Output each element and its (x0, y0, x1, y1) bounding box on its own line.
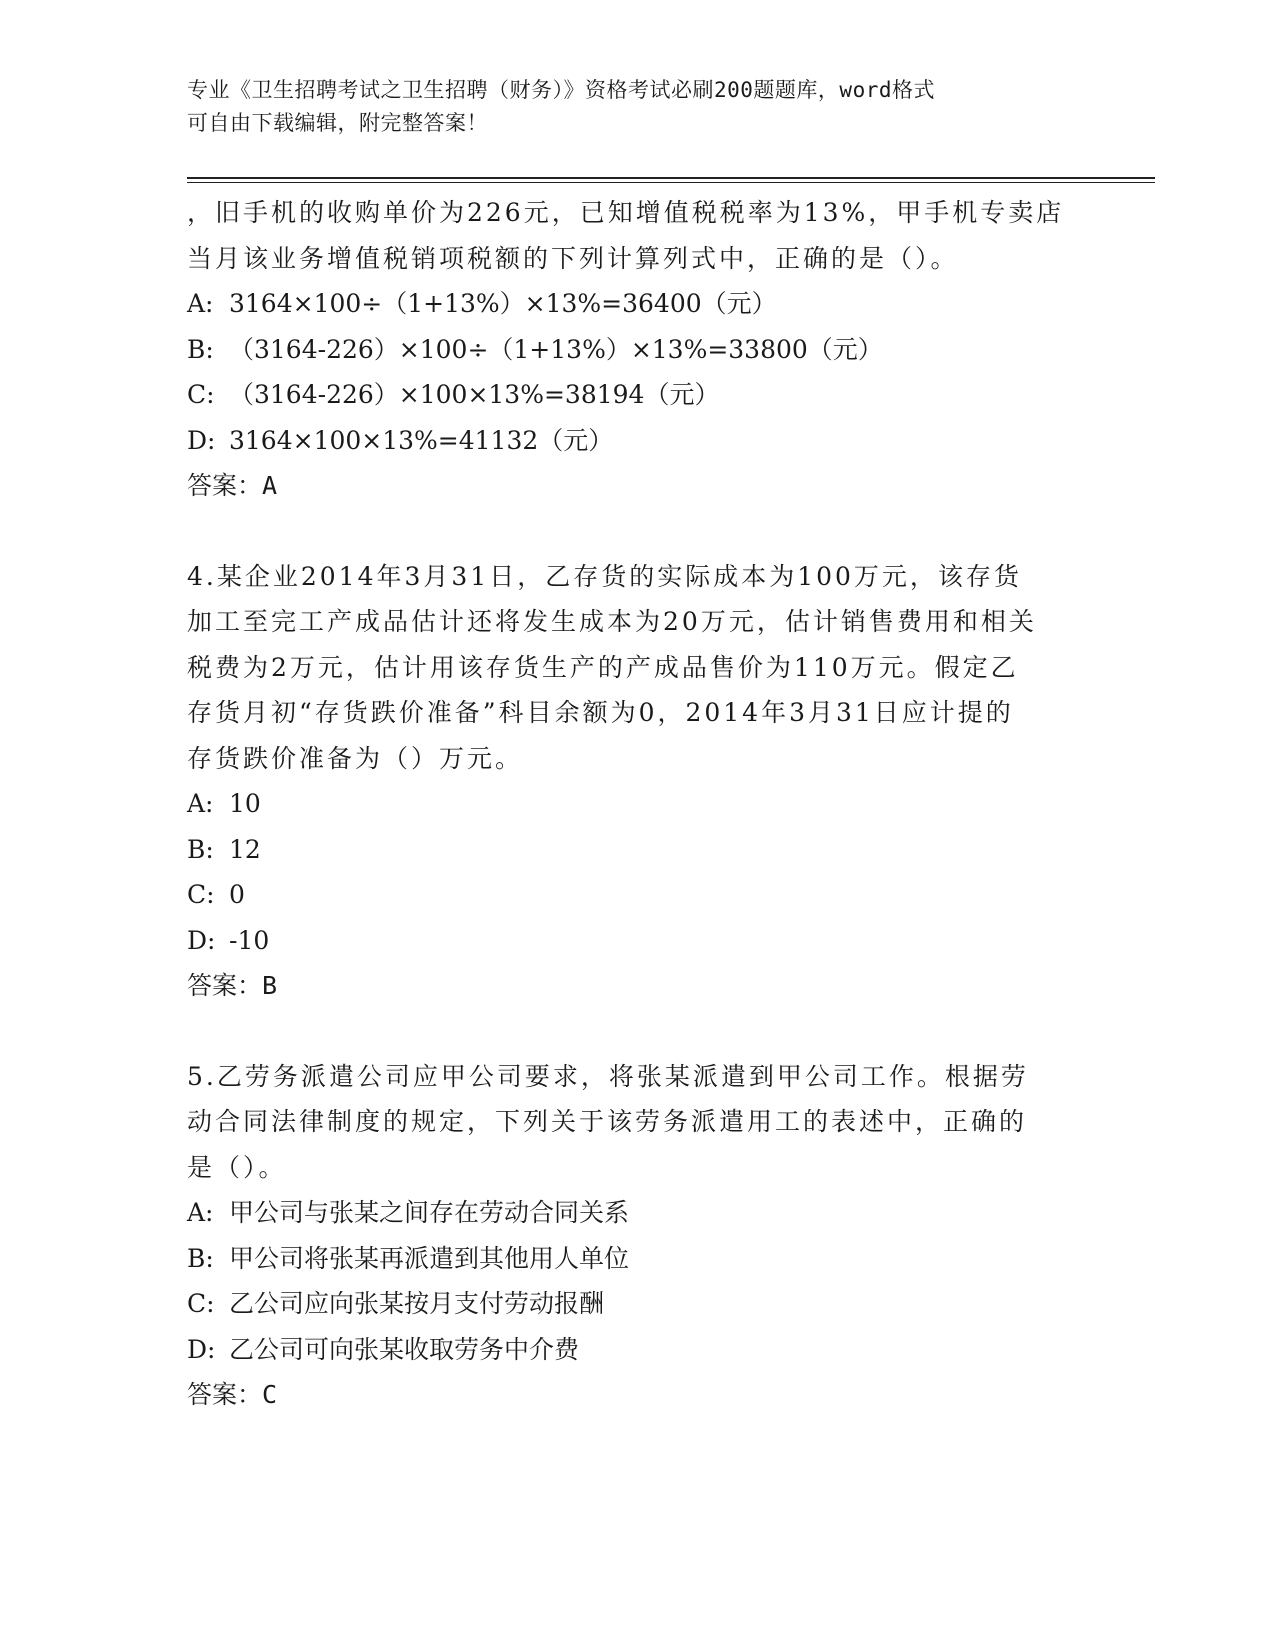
option-letter: D: (187, 1334, 216, 1364)
option-letter: C: (187, 380, 215, 409)
header-line-1: 专业《卫生招聘考试之卫生招聘（财务）》资格考试必刷200题题库，word格式 (187, 78, 935, 102)
option-letter: B: (187, 834, 214, 864)
document-header (187, 74, 1087, 140)
option-letter: B: (187, 334, 214, 364)
answer-line: 答案：A (187, 471, 278, 500)
header-divider-thin (187, 182, 1155, 183)
header-divider-thick (187, 177, 1155, 179)
option-b (187, 1236, 1087, 1282)
option-b (187, 827, 1087, 873)
spacer (187, 509, 1087, 554)
option-c (187, 372, 1087, 418)
question-stem-line: 4.某企业2014年3月31日，乙存货的实际成本为100万元，该存货 (187, 561, 1022, 591)
option-c (187, 872, 1087, 918)
option-text: （3164-226）×100÷（1+13%）×13%=33800（元） (229, 334, 883, 364)
option-a (187, 1190, 1087, 1236)
question-stem-line: 加工至完工产成品估计还将发生成本为20万元，估计销售费用和相关 (187, 607, 1037, 636)
option-letter: C: (187, 1289, 215, 1318)
option-b (187, 327, 1087, 373)
question-stem-line: 动合同法律制度的规定，下列关于该劳务派遣用工的表述中，正确的 (187, 1107, 1028, 1136)
option-d (187, 418, 1087, 464)
option-text: 0 (229, 880, 245, 909)
answer-line: 答案：C (187, 1380, 278, 1409)
question-stem-line: 存货月初“存货跌价准备”科目余额为0，2014年3月31日应计提的 (187, 698, 1014, 727)
question-stem-line: 5.乙劳务派遣公司应甲公司要求，将张某派遣到甲公司工作。根据劳 (187, 1061, 1029, 1091)
option-a (187, 781, 1087, 827)
option-text: 甲公司与张某之间存在劳动合同关系 (229, 1198, 630, 1227)
header-line-2: 可自由下载编辑，附完整答案！ (187, 111, 488, 135)
option-letter: D: (187, 425, 216, 455)
option-text: （3164-226）×100×13%=38194（元） (229, 380, 720, 409)
spacer (187, 1009, 1087, 1054)
option-letter: A: (187, 789, 214, 818)
option-letter: B: (187, 1243, 214, 1273)
option-text: 乙公司应向张某按月支付劳动报酬 (229, 1289, 605, 1318)
question-3 (187, 190, 1087, 509)
question-stem-line: 是（）。 (187, 1152, 287, 1182)
option-text: 甲公司将张某再派遣到其他用人单位 (229, 1243, 630, 1273)
question-4 (187, 554, 1087, 1009)
option-letter: D: (187, 925, 216, 955)
question-stem-line: ，旧手机的收购单价为226元，已知增值税税率为13%，甲手机专卖店 (187, 198, 1065, 227)
option-letter: C: (187, 880, 215, 909)
option-letter: A: (187, 1198, 214, 1227)
option-a (187, 281, 1087, 327)
option-text: 3164×100×13%=41132（元） (229, 425, 614, 455)
question-stem-line: 税费为2万元，估计用该存货生产的产成品售价为110万元。假定乙 (187, 652, 1019, 682)
option-text: 12 (229, 834, 261, 864)
question-stem-line: 当月该业务增值税销项税额的下列计算列式中，正确的是（）。 (187, 243, 959, 273)
question-5 (187, 1054, 1087, 1418)
option-d (187, 1327, 1087, 1373)
option-text: -10 (229, 925, 270, 955)
option-d (187, 918, 1087, 964)
option-text: 乙公司可向张某收取劳务中介费 (229, 1334, 580, 1364)
option-text: 3164×100÷（1+13%）×13%=36400（元） (229, 289, 777, 318)
answer-line: 答案：B (187, 971, 278, 1000)
question-stem-line: 存货跌价准备为（）万元。 (187, 743, 524, 773)
option-c (187, 1281, 1087, 1327)
option-text: 10 (229, 789, 261, 818)
document-body (187, 190, 1087, 1418)
option-letter: A: (187, 289, 214, 318)
